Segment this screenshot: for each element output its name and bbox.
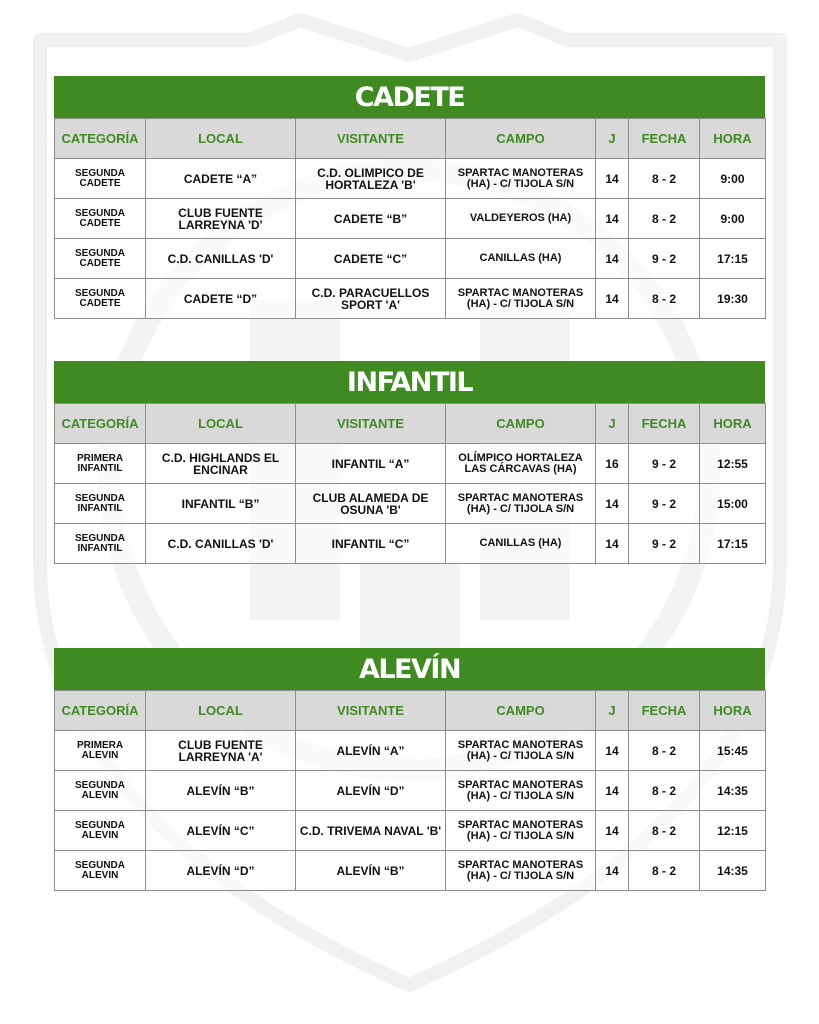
cell-local: CLUB FUENTE LARREYNA 'A' (146, 731, 296, 771)
section-title: CADETE (54, 76, 765, 118)
cell-categoria: SEGUNDA CADETE (55, 159, 146, 199)
header-fecha: FECHA (629, 691, 700, 731)
header-campo: CAMPO (446, 404, 596, 444)
cell-hora: 15:00 (700, 484, 766, 524)
table-row (55, 731, 766, 771)
header-local: LOCAL (146, 404, 296, 444)
header-categoria: CATEGORÍA (55, 404, 146, 444)
table-row (55, 484, 766, 524)
cell-fecha: 9 - 2 (629, 524, 700, 564)
schedule-table (54, 690, 766, 891)
cell-j: 14 (596, 524, 629, 564)
table-row (55, 811, 766, 851)
cell-categoria: SEGUNDA ALEVIN (55, 811, 146, 851)
section-title: INFANTIL (54, 361, 765, 403)
cell-j: 16 (596, 444, 629, 484)
cell-visitante: C.D. PARACUELLOS SPORT 'A' (296, 279, 446, 319)
cell-categoria: SEGUNDA CADETE (55, 279, 146, 319)
header-fecha: FECHA (629, 119, 700, 159)
cell-j: 14 (596, 239, 629, 279)
cell-campo: SPARTAC MANOTERAS (HA) - C/ TIJOLA S/N (446, 484, 596, 524)
cell-categoria: SEGUNDA INFANTIL (55, 524, 146, 564)
cell-local: ALEVÍN “D” (146, 851, 296, 891)
cell-j: 14 (596, 771, 629, 811)
cell-j: 14 (596, 811, 629, 851)
table-row (55, 444, 766, 484)
cell-j: 14 (596, 279, 629, 319)
section-cadete (54, 76, 765, 319)
header-hora: HORA (700, 691, 766, 731)
cell-hora: 17:15 (700, 239, 766, 279)
header-categoria: CATEGORÍA (55, 119, 146, 159)
header-campo: CAMPO (446, 119, 596, 159)
cell-local: ALEVÍN “B” (146, 771, 296, 811)
schedule-table (54, 118, 766, 319)
cell-j: 14 (596, 851, 629, 891)
cell-fecha: 8 - 2 (629, 811, 700, 851)
cell-visitante: INFANTIL “A” (296, 444, 446, 484)
cell-categoria: PRIMERA INFANTIL (55, 444, 146, 484)
cell-campo: SPARTAC MANOTERAS (HA) - C/ TIJOLA S/N (446, 279, 596, 319)
cell-categoria: SEGUNDA ALEVIN (55, 771, 146, 811)
header-fecha: FECHA (629, 404, 700, 444)
section-title: ALEVÍN (54, 648, 765, 690)
cell-j: 14 (596, 199, 629, 239)
schedule-table (54, 403, 766, 564)
cell-fecha: 8 - 2 (629, 279, 700, 319)
cell-categoria: SEGUNDA CADETE (55, 199, 146, 239)
header-visitante: VISITANTE (296, 404, 446, 444)
cell-visitante: INFANTIL “C” (296, 524, 446, 564)
header-visitante: VISITANTE (296, 691, 446, 731)
header-local: LOCAL (146, 119, 296, 159)
cell-visitante: ALEVÍN “D” (296, 771, 446, 811)
cell-fecha: 8 - 2 (629, 159, 700, 199)
header-j: J (596, 404, 629, 444)
header-campo: CAMPO (446, 691, 596, 731)
cell-j: 14 (596, 731, 629, 771)
cell-visitante: ALEVÍN “A” (296, 731, 446, 771)
cell-campo: SPARTAC MANOTERAS (HA) - C/ TIJOLA S/N (446, 851, 596, 891)
cell-visitante: CLUB ALAMEDA DE OSUNA 'B' (296, 484, 446, 524)
section-infantil (54, 361, 765, 564)
table-row (55, 851, 766, 891)
header-visitante: VISITANTE (296, 119, 446, 159)
cell-fecha: 9 - 2 (629, 444, 700, 484)
table-header-row (55, 404, 766, 444)
table-row (55, 771, 766, 811)
table-header-row (55, 119, 766, 159)
cell-visitante: C.D. TRIVEMA NAVAL 'B' (296, 811, 446, 851)
cell-visitante: CADETE “B” (296, 199, 446, 239)
cell-visitante: C.D. OLIMPICO DE HORTALEZA 'B' (296, 159, 446, 199)
header-j: J (596, 691, 629, 731)
table-row (55, 199, 766, 239)
cell-local: CADETE “A” (146, 159, 296, 199)
cell-fecha: 9 - 2 (629, 239, 700, 279)
cell-local: C.D. CANILLAS 'D' (146, 239, 296, 279)
table-row (55, 279, 766, 319)
cell-j: 14 (596, 484, 629, 524)
cell-fecha: 8 - 2 (629, 199, 700, 239)
cell-campo: SPARTAC MANOTERAS (HA) - C/ TIJOLA S/N (446, 811, 596, 851)
cell-hora: 17:15 (700, 524, 766, 564)
cell-campo: SPARTAC MANOTERAS (HA) - C/ TIJOLA S/N (446, 771, 596, 811)
cell-hora: 15:45 (700, 731, 766, 771)
header-j: J (596, 119, 629, 159)
table-row (55, 239, 766, 279)
cell-fecha: 8 - 2 (629, 851, 700, 891)
table-header-row (55, 691, 766, 731)
cell-fecha: 8 - 2 (629, 731, 700, 771)
header-hora: HORA (700, 119, 766, 159)
cell-categoria: SEGUNDA ALEVIN (55, 851, 146, 891)
cell-categoria: SEGUNDA CADETE (55, 239, 146, 279)
cell-campo: SPARTAC MANOTERAS (HA) - C/ TIJOLA S/N (446, 159, 596, 199)
cell-local: INFANTIL “B” (146, 484, 296, 524)
cell-categoria: SEGUNDA INFANTIL (55, 484, 146, 524)
cell-local: C.D. HIGHLANDS EL ENCINAR (146, 444, 296, 484)
cell-fecha: 8 - 2 (629, 771, 700, 811)
cell-visitante: CADETE “C” (296, 239, 446, 279)
cell-hora: 12:55 (700, 444, 766, 484)
cell-local: CADETE “D” (146, 279, 296, 319)
cell-hora: 12:15 (700, 811, 766, 851)
cell-hora: 14:35 (700, 771, 766, 811)
cell-hora: 9:00 (700, 199, 766, 239)
cell-campo: SPARTAC MANOTERAS (HA) - C/ TIJOLA S/N (446, 731, 596, 771)
cell-local: CLUB FUENTE LARREYNA 'D' (146, 199, 296, 239)
cell-local: ALEVÍN “C” (146, 811, 296, 851)
table-row (55, 524, 766, 564)
cell-campo: OLÍMPICO HORTALEZA LAS CÁRCAVAS (HA) (446, 444, 596, 484)
cell-visitante: ALEVÍN “B” (296, 851, 446, 891)
cell-hora: 14:35 (700, 851, 766, 891)
cell-j: 14 (596, 159, 629, 199)
cell-hora: 19:30 (700, 279, 766, 319)
cell-local: C.D. CANILLAS 'D' (146, 524, 296, 564)
table-row (55, 159, 766, 199)
header-hora: HORA (700, 404, 766, 444)
section-alevin (54, 648, 765, 891)
cell-hora: 9:00 (700, 159, 766, 199)
header-categoria: CATEGORÍA (55, 691, 146, 731)
cell-campo: CANILLAS (HA) (446, 524, 596, 564)
cell-categoria: PRIMERA ALEVIN (55, 731, 146, 771)
cell-campo: VALDEYEROS (HA) (446, 199, 596, 239)
header-local: LOCAL (146, 691, 296, 731)
cell-fecha: 9 - 2 (629, 484, 700, 524)
cell-campo: CANILLAS (HA) (446, 239, 596, 279)
